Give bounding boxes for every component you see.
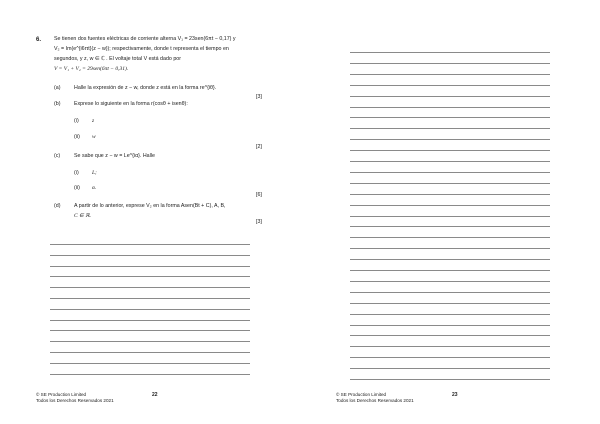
answer-line	[350, 314, 550, 315]
part-a-label: (a)	[54, 85, 61, 91]
part-b-i-text: z	[92, 118, 95, 124]
answer-line	[350, 335, 550, 336]
part-b-label: (b)	[54, 101, 61, 107]
answer-line	[350, 150, 550, 151]
answer-line	[50, 341, 250, 342]
part-c-ii-label: (ii)	[74, 185, 80, 191]
part-b-ii-text: w	[92, 134, 96, 140]
answer-line	[50, 266, 250, 267]
answer-line	[350, 85, 550, 86]
part-b-mark: [2]	[256, 144, 262, 150]
answer-line	[350, 281, 550, 282]
answer-line	[350, 161, 550, 162]
answer-line	[50, 287, 250, 288]
part-c-mark: [6]	[256, 192, 262, 198]
part-c-i-label: (i)	[74, 170, 79, 176]
answer-line	[350, 96, 550, 97]
answer-line	[50, 320, 250, 321]
part-c-i-text: L;	[92, 170, 97, 176]
answer-line	[350, 205, 550, 206]
answer-line	[50, 374, 250, 375]
part-a-mark: [3]	[256, 94, 262, 100]
answer-line	[350, 368, 550, 369]
page-number: 23	[452, 392, 458, 398]
answer-line	[50, 352, 250, 353]
answer-line	[350, 107, 550, 108]
answer-line	[350, 248, 550, 249]
answer-line	[350, 270, 550, 271]
part-d-mark: [3]	[256, 219, 262, 225]
answer-line	[350, 259, 550, 260]
part-a-text: Halle la expresión de z − w, donde z está en la forma re^{iθ}.	[74, 85, 217, 91]
answer-line	[350, 216, 550, 217]
part-d-text: A partir de lo anterior, exprese V₂ en la forma Asen(Bt + C), A, B,	[74, 203, 226, 209]
intro-line-1: Se tienen dos fuentes eléctricas de corriente alterna V₁ = 23sen(6πt − 0,17) y	[54, 36, 236, 42]
answer-line	[350, 292, 550, 293]
question-number: 6.	[36, 37, 42, 43]
answer-line	[350, 357, 550, 358]
right-page	[300, 0, 600, 424]
footer-rights: Todos los Derechos Reservados 2021	[336, 398, 414, 403]
answer-line	[50, 255, 250, 256]
answer-line	[350, 194, 550, 195]
answer-line	[350, 52, 550, 53]
page-number: 22	[152, 392, 158, 398]
answer-line	[350, 139, 550, 140]
answer-line	[350, 379, 550, 380]
part-b-text: Exprese lo siguiente en la forma r(cosθ + isenθ):	[74, 101, 188, 107]
part-b-ii-label: (ii)	[74, 134, 80, 140]
answer-line	[350, 183, 550, 184]
answer-line	[50, 309, 250, 310]
answer-line	[350, 346, 550, 347]
footer-copyright: © SE Production Limited	[36, 392, 87, 397]
answer-line	[350, 128, 550, 129]
answer-line	[350, 325, 550, 326]
part-c-text: Se sabe que z − w = Le^{iα}. Halle	[74, 153, 155, 159]
answer-line	[350, 74, 550, 75]
part-d-label: (d)	[54, 203, 61, 209]
answer-line	[350, 226, 550, 227]
intro-line-3: segundos, y z, w ∈ ℂ . El voltaje total V está dado por	[54, 56, 181, 62]
answer-line	[50, 244, 250, 245]
answer-line	[50, 363, 250, 364]
answer-line	[350, 63, 550, 64]
intro-line-4: V = V₁ + V₂ = 29sen(6πt − 0,31).	[54, 66, 129, 72]
answer-line	[350, 117, 550, 118]
intro-line-2: V₂ = Im(e^{i6πt}(z − w)); respectivamente, donde t representa el tiempo en	[54, 46, 229, 52]
part-c-label: (c)	[54, 153, 61, 159]
answer-line	[350, 303, 550, 304]
footer-rights: Todos los Derechos Reservados 2021	[36, 398, 114, 403]
part-b-i-label: (i)	[74, 118, 79, 124]
answer-line	[350, 237, 550, 238]
footer-copyright: © SE Production Limited	[336, 392, 387, 397]
answer-line	[50, 298, 250, 299]
part-d-text-2: C ∈ ℝ.	[74, 213, 91, 219]
part-c-ii-text: α.	[92, 185, 97, 191]
answer-line	[50, 276, 250, 277]
answer-line	[350, 172, 550, 173]
answer-line	[50, 330, 250, 331]
